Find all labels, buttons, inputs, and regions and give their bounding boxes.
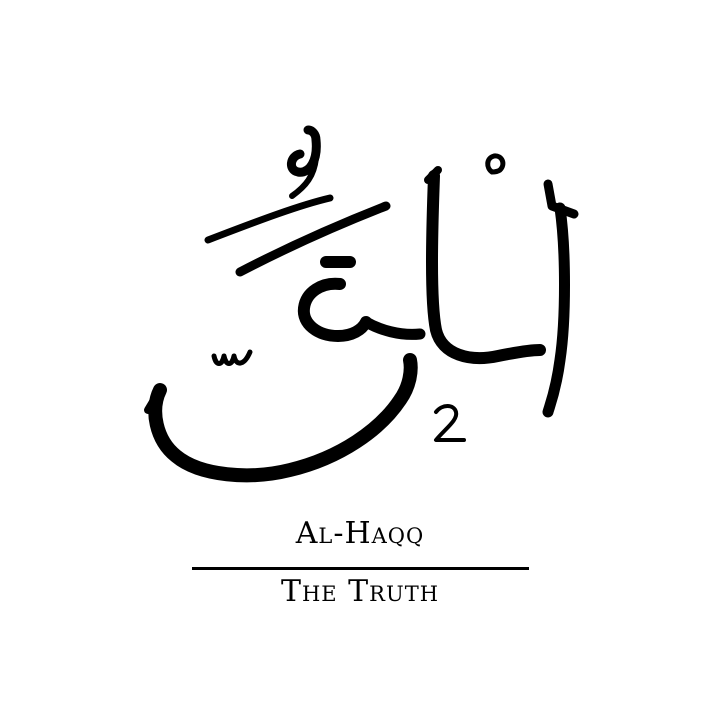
lam-stroke bbox=[432, 176, 540, 358]
ha-connector bbox=[366, 322, 420, 334]
sukun-mark bbox=[488, 156, 503, 172]
divider-line bbox=[192, 567, 529, 570]
alif-serif bbox=[548, 184, 574, 214]
fatha-stroke-lower bbox=[240, 206, 386, 272]
alif-stroke bbox=[548, 208, 565, 412]
shadda-mark bbox=[214, 352, 250, 364]
main-bowl bbox=[155, 360, 410, 475]
transliteration-label: Al-Haqq bbox=[295, 516, 425, 551]
qaf-loop bbox=[304, 284, 366, 336]
small-ha-mark bbox=[436, 406, 464, 440]
translation-label: The Truth bbox=[280, 574, 440, 609]
